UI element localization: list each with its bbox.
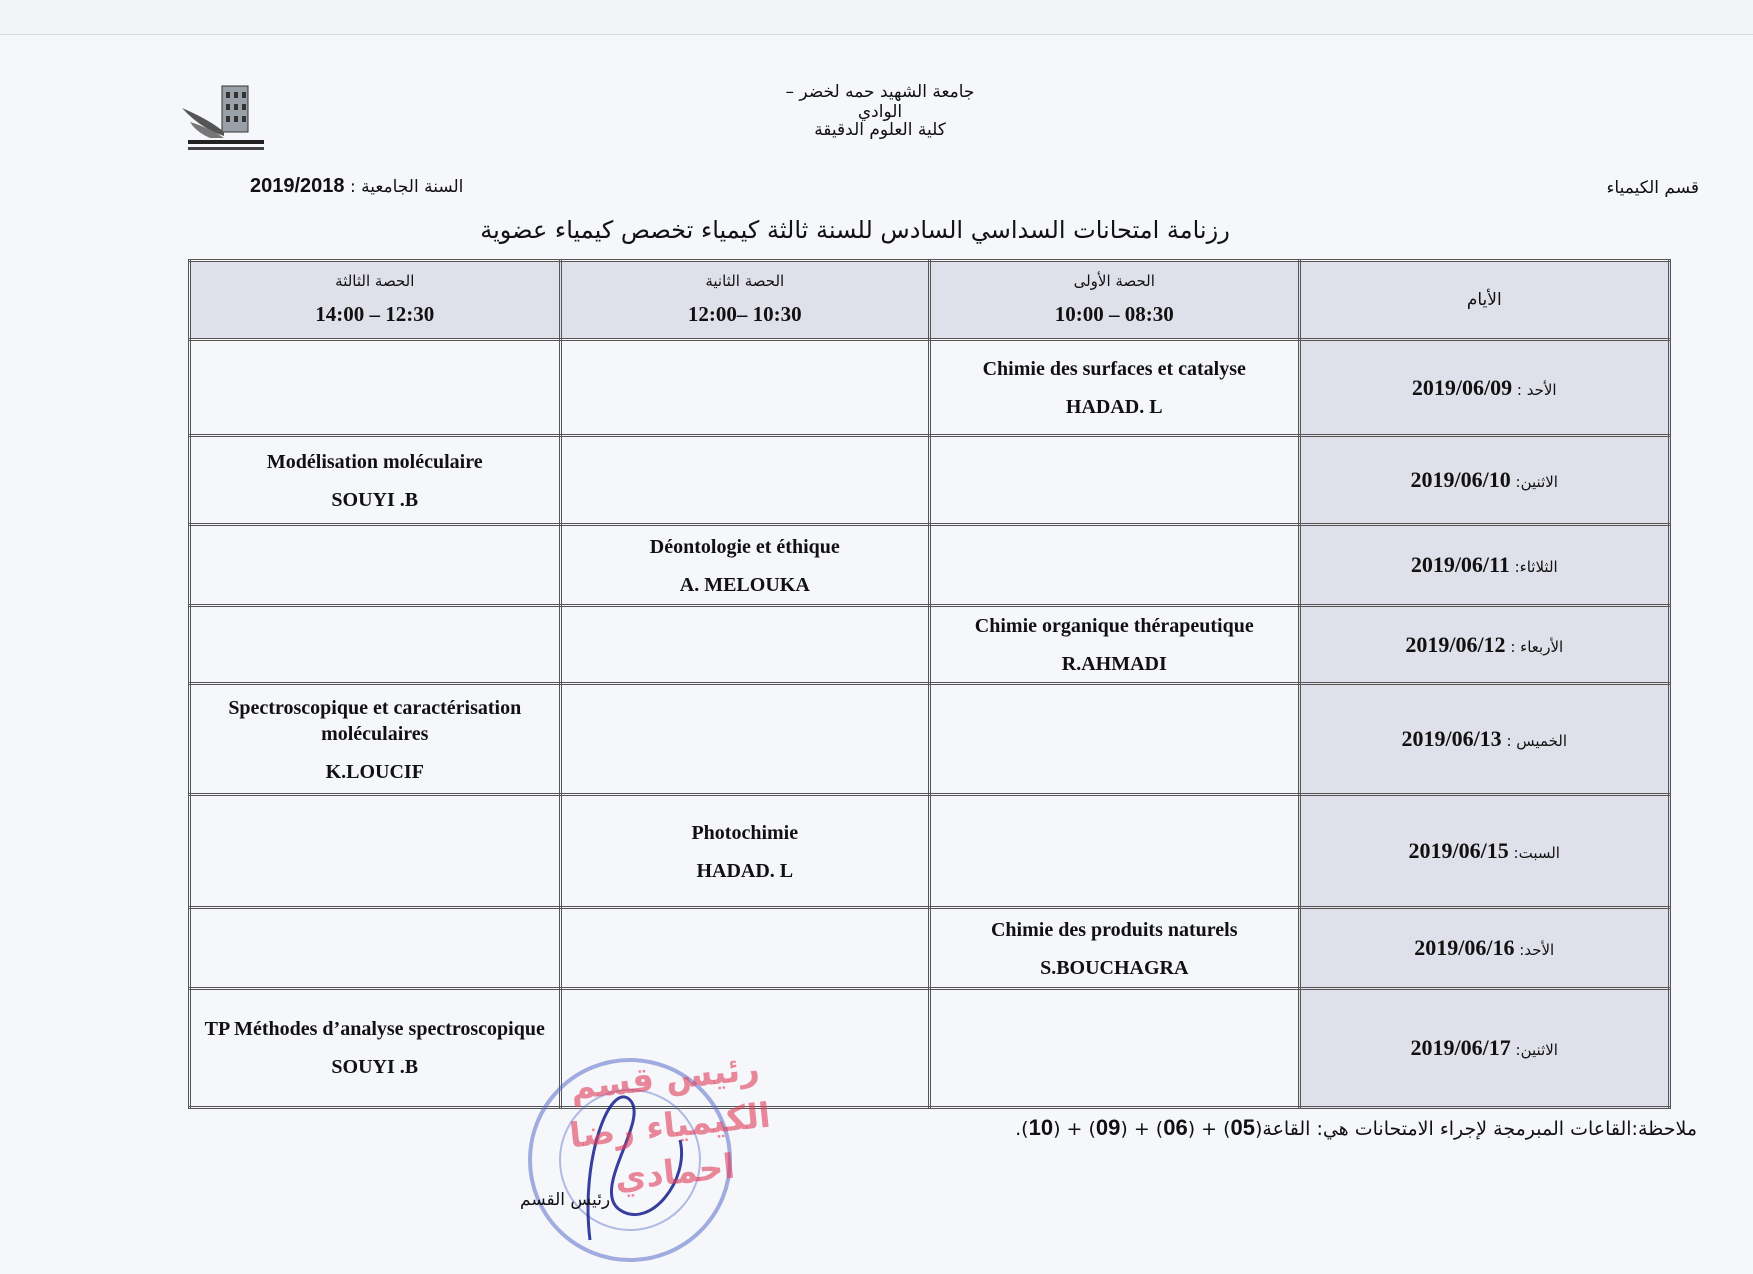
slot-time: 14:00 – 12:30 (315, 302, 435, 327)
slot-header-2 (560, 261, 929, 340)
slot-name: الحصة الأولى (1073, 272, 1155, 291)
day-name: الاثنين: (1515, 473, 1558, 492)
teacher-name: K.LOUCIF (325, 760, 424, 783)
slot-name: الحصة الثانية (705, 272, 785, 291)
table-row (190, 436, 1670, 525)
room-number: 09 (1095, 1115, 1121, 1140)
teacher-name: S.BOUCHAGRA (1040, 956, 1189, 979)
course-name: Chimie des surfaces et catalyse (982, 358, 1246, 381)
exam-cell (190, 339, 561, 436)
exam-cell (930, 605, 1299, 684)
day-name: الأحد: (1519, 941, 1555, 960)
university-logo (180, 78, 272, 156)
exam-cell (560, 339, 929, 436)
day-cell (1299, 795, 1670, 908)
teacher-name: HADAD. L (1065, 396, 1163, 419)
day-cell (1299, 339, 1670, 436)
department-name: قسم الكيمياء (1606, 178, 1699, 198)
table-row (190, 339, 1670, 436)
exam-cell (190, 988, 561, 1107)
exam-cell (560, 684, 929, 795)
university-name: جامعة الشهيد حمه لخضر – الوادي (785, 82, 975, 122)
exam-schedule-table (188, 259, 1671, 1109)
course-name: Spectroscopique et caractérisation moléculaires (228, 696, 522, 745)
page-title: رزنامة امتحانات السداسي السادس للسنة ثالثة كيمياء تخصص كيمياء عضوية (480, 216, 1230, 244)
exam-cell (190, 908, 561, 989)
note-separator: ) + ( (1120, 1118, 1164, 1140)
exam-cell (930, 684, 1299, 795)
table-row (190, 795, 1670, 908)
room-number: 10 (1028, 1115, 1054, 1140)
exam-cell (190, 525, 561, 606)
note-separator: ) + ( (1053, 1118, 1096, 1140)
day-cell (1299, 684, 1670, 795)
exam-date: 2019/06/16 (1414, 935, 1515, 961)
exam-cell (560, 795, 929, 908)
exam-cell (560, 908, 929, 989)
slot-time: 10:00 – 08:30 (1054, 302, 1174, 327)
course-name: TP Méthodes d’analyse spectroscopique (204, 1018, 545, 1041)
note-suffix: ). (1015, 1118, 1029, 1140)
room-number: 05 (1230, 1115, 1255, 1140)
table-row (190, 605, 1670, 684)
exam-cell (190, 795, 561, 908)
day-cell (1299, 525, 1670, 606)
slot-header-1 (930, 261, 1299, 340)
table-row (190, 988, 1670, 1107)
academic-year-value: 2019/2018 (250, 175, 345, 197)
exam-cell (560, 605, 929, 684)
exam-cell (190, 684, 561, 795)
day-name: الخميس : (1506, 732, 1568, 751)
slot-header-3 (190, 261, 561, 340)
exam-date: 2019/06/17 (1410, 1034, 1511, 1060)
course-name: Photochimie (691, 821, 799, 844)
course-name: Chimie des produits naturels (990, 918, 1238, 941)
exam-cell (930, 908, 1299, 989)
rooms-note (1015, 1115, 1697, 1141)
table-header-row (190, 261, 1670, 340)
table-row (190, 908, 1670, 989)
table-row (190, 684, 1670, 795)
exam-cell (930, 525, 1299, 606)
note-prefix: ملاحظة:القاعات المبرمجة لإجراء الامتحانات هي: القاعة( (1255, 1118, 1697, 1140)
teacher-name: HADAD. L (696, 859, 794, 882)
day-name: الأربعاء : (1510, 637, 1564, 656)
day-name: السبت: (1513, 844, 1560, 863)
academic-year (250, 175, 463, 198)
day-name: الثلاثاء: (1514, 558, 1558, 576)
exam-cell (560, 436, 929, 525)
day-cell (1299, 908, 1670, 989)
course-name: Modélisation moléculaire (266, 450, 483, 473)
day-name: الاثنين: (1515, 1040, 1558, 1059)
exam-date: 2019/06/15 (1408, 838, 1509, 864)
table-row (190, 525, 1670, 606)
exam-cell (930, 795, 1299, 908)
course-name: Déontologie et éthique (649, 535, 840, 558)
note-separator: ) + ( (1187, 1118, 1231, 1140)
exam-cell (190, 436, 561, 525)
day-cell (1299, 605, 1670, 684)
slot-name: الحصة الثالثة (335, 272, 415, 291)
exam-date: 2019/06/11 (1410, 552, 1510, 577)
teacher-name: SOUYI .B (331, 1056, 419, 1079)
exam-cell (190, 605, 561, 684)
day-cell (1299, 988, 1670, 1107)
stamp-text: رئيس قسم الكيمياء رضا احمادي (567, 1048, 773, 1200)
academic-year-label: السنة الجامعية : (349, 177, 464, 197)
teacher-name: A. MELOUKA (679, 573, 810, 596)
department-head-label: رئيس القسم (520, 1190, 611, 1210)
exam-cell (930, 988, 1299, 1107)
exam-date: 2019/06/12 (1405, 631, 1506, 657)
days-header: الأيام (1299, 261, 1670, 340)
exam-date: 2019/06/09 (1411, 374, 1513, 400)
exam-date: 2019/06/13 (1401, 726, 1502, 752)
exam-cell (560, 525, 929, 606)
exam-cell (930, 339, 1299, 436)
faculty-name: كلية العلوم الدقيقة (814, 120, 946, 140)
exam-cell (930, 436, 1299, 525)
day-cell (1299, 436, 1670, 525)
course-name: Chimie organique thérapeutique (974, 615, 1254, 638)
exam-date: 2019/06/10 (1410, 467, 1511, 493)
slot-time: 12:00– 10:30 (687, 302, 802, 327)
day-name: الأحد : (1516, 380, 1557, 399)
teacher-name: R.AHMADI (1061, 653, 1167, 676)
room-number: 06 (1163, 1115, 1188, 1140)
teacher-name: SOUYI .B (331, 488, 419, 511)
